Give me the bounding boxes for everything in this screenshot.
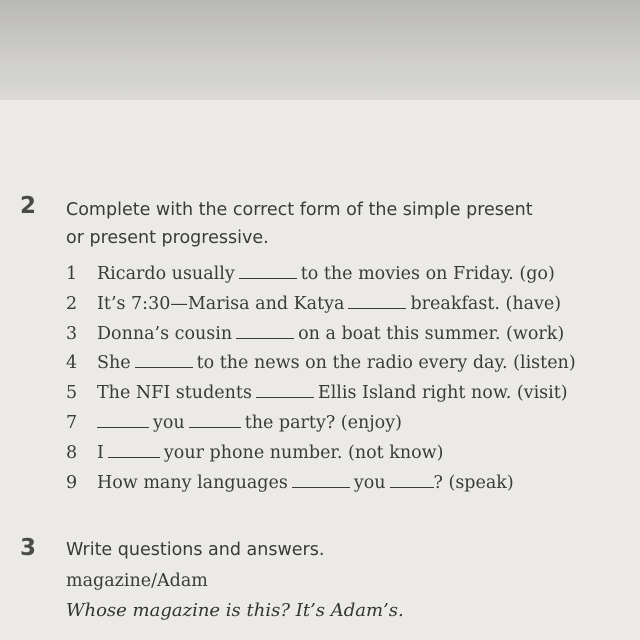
answer-blank [239,263,297,279]
list-item [66,409,636,439]
item-text: breakfast. (have) [410,293,562,314]
item-text: How many languages [97,472,288,493]
item-text: She [97,353,131,374]
answer-blank [390,472,434,488]
answer-blank [256,382,314,398]
instruction-line-2: or present progressive. [66,228,269,248]
answer-blank [348,293,406,309]
exercise-3-number: 3 [20,535,37,561]
item-number: 8 [66,442,78,463]
item-number: 9 [66,472,78,493]
answer-blank [189,412,241,428]
answer-blank [236,323,294,339]
instruction-line-1: Complete with the correct form of the simple present [66,200,533,220]
item-text: Ellis Island right now. (visit) [317,383,568,404]
list-item [66,320,636,350]
item-number: 5 [66,383,78,404]
list-item [66,379,636,409]
gray-top-band [0,0,640,100]
item-text: on a boat this summer. (work) [298,323,565,344]
item-number: 2 [66,293,78,314]
example-answer: Whose magazine is this? It’s Adam’s. [66,600,404,621]
item-text: you [353,472,386,493]
answer-blank [108,442,160,458]
answer-blank [97,412,149,428]
item-text: Donna’s cousin [97,323,233,344]
item-text: your phone number. (not know) [163,442,444,463]
list-item [66,260,636,290]
list-item [66,290,636,320]
example-prompt: magazine/Adam [66,571,208,591]
list-item [66,469,636,499]
item-number: 4 [66,353,78,374]
item-text: It’s 7:30—Marisa and Katya [97,293,345,314]
item-text: you [153,412,185,433]
answer-blank [135,352,193,368]
item-text: ? (speak) [433,472,514,493]
item-text: to the news on the radio every day. (listen) [196,353,576,374]
list-item [66,349,636,379]
item-text: I [97,442,104,463]
exercise-2-items [66,260,636,498]
item-number: 3 [66,323,78,344]
exercise-3-instruction: Write questions and answers. [66,540,325,560]
answer-blank [292,472,350,488]
exercise-2-number: 2 [20,193,37,219]
item-number: 1 [66,264,78,284]
item-text: Ricardo usually [97,264,235,284]
item-text: the party? (enjoy) [244,412,402,433]
item-text: to the movies on Friday. (go) [300,264,555,284]
item-text: The NFI students [97,383,252,404]
list-item [66,439,636,469]
item-number: 7 [66,412,78,433]
exercise-2-instruction [66,196,631,252]
